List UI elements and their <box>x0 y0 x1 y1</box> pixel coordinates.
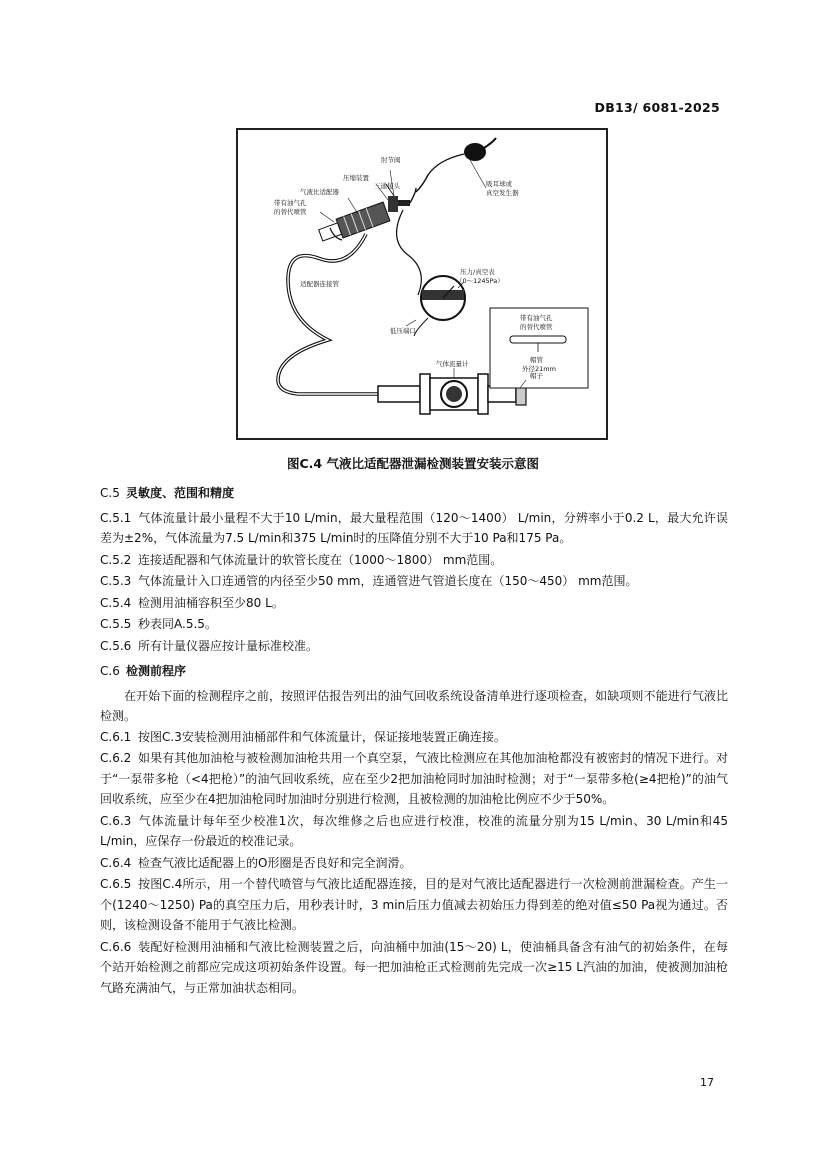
label-low-pressure-port: 低压端口 <box>390 327 416 335</box>
document-code: DB13/ 6081-2025 <box>594 100 720 115</box>
label-substitute-nozzle-1: 带有油气孔 <box>274 199 307 207</box>
label-inset-cap-1: 帽管 <box>530 356 543 364</box>
label-pressure-device: 压缩装置 <box>343 174 369 182</box>
section-heading-c5: C.5 灵敏度、范围和精度 <box>100 486 235 500</box>
adapter-hose-drawing <box>278 234 378 394</box>
clause-c5-5: C.5.5 秒表同A.5.5。 <box>100 617 217 631</box>
pressure-gauge-drawing <box>414 276 465 336</box>
clause-c5-6: C.5.6 所有计量仪器应按计量标准校准。 <box>100 638 319 653</box>
clause-c6-3: C.6.3 气体流量计每年至少校准1次，每次维修之后也应进行校准，校准的流量分别为15 L/min、30 L/min和45 L/min，应保存一份最近的校准记录。 <box>100 813 728 848</box>
clause-c6-2: C.6.2 如果有其他加油枪与被检测加油枪共用一个真空泵，气液比检测应在其他加油枪都没有被密封的情况下进行。对于“一泵带多枪（<4把枪）”的油气回收系统，应在至少2把加油枪同时加油时检测；对于“一泵带多枪(≥4把枪)”的油气回收系统，应至少在4把加油枪同时加油时分别进行检测，且被检测的加油枪比例应不少于50%。 <box>100 751 728 806</box>
label-suction-bulb-2: 真空发生器 <box>486 189 519 197</box>
clause-c5-1: C.5.1 气体流量计最小量程不大于10 L/min，最大量程范围（120～1400） L/min，分辨率小于0.2 L，最大允许误差为±2%，气体流量为7.5 L/min和375 L/min时的压降值分别不大于10 Pa和175 Pa。 <box>100 510 728 545</box>
section-heading-c6: C.6 检测前程序 <box>100 664 187 678</box>
label-flow-meter: 气体流量计 <box>436 360 469 368</box>
label-substitute-nozzle-2: 的替代喷管 <box>274 208 307 216</box>
clause-c5-2: C.5.2 连接适配器和气体流量计的软管长度在（1000～1800） mm范围。 <box>100 552 503 567</box>
adapter-drawing <box>317 202 390 245</box>
label-adapter-hose: 适配器连接管 <box>300 280 339 288</box>
figure-c4 <box>236 128 608 440</box>
clause-c6-4: C.6.4 检查气液比适配器上的O形圈是否良好和完全润滑。 <box>100 855 412 870</box>
label-inset-cap-2: 外径21mm <box>522 365 556 373</box>
clause-c6-1: C.6.1 按图C.3安装检测用油桶部件和气体流量计，保证接地装置正确连接。 <box>100 729 506 744</box>
figure-illustration <box>238 130 606 438</box>
label-tee: 三通接头 <box>374 182 400 190</box>
clause-c6-6: C.6.6 装配好检测用油桶和气液比检测装置之后，向油桶中加油(15～20) L，使油桶具备含有油气的初始条件，在每个站开始检测之前都应完成这项初始条件设置。每一把加油枪正式检测前先完成一次≥15 L汽油的加油，使被测加油枪气路充满油气，与正常加油状态相同。 <box>100 939 728 995</box>
figure-caption: 图C.4 气液比适配器泄漏检测装置安装示意图 <box>287 456 539 471</box>
label-inset-title-1: 带有油气孔 <box>520 314 553 322</box>
clause-c6-5: C.6.5 按图C.4所示，用一个替代喷管与气液比适配器连接，目的是对气液比适配器进行一次检测前泄漏检查。产生一个(1240～1250) Pa的真空压力后，用秒表计时，3 min后压力值减去初始压力得到差的绝对值≤50 Pa视为通过。否则，该检测设备不能用于气液比检测。 <box>100 877 728 932</box>
section-c6-intro: 在开始下面的检测程序之前，按照评估报告列出的油气回收系统设备清单进行逐项检查，如缺项则不能进行气液比检测。 <box>100 688 728 723</box>
label-gauge-2: （0～1245Pa） <box>456 277 504 285</box>
clause-c5-3: C.5.3 气体流量计入口连通管的内径至少50 mm，连通管进气管道长度在（150～450） mm范围。 <box>100 574 638 588</box>
label-elbow-valve: 肘节阀 <box>381 156 401 164</box>
label-inset-title-2: 的替代喷管 <box>520 323 553 331</box>
clause-c5-4: C.5.4 检测用油桶容积至少80 L。 <box>100 595 284 610</box>
label-suction-bulb-1: 吸耳球或 <box>486 180 512 188</box>
document-body <box>100 478 728 998</box>
label-gauge-1: 压力/真空表 <box>460 268 495 276</box>
label-adapter: 气液比适配器 <box>300 188 339 196</box>
label-cap: 帽子 <box>530 372 543 380</box>
page-number: 17 <box>700 1076 714 1089</box>
